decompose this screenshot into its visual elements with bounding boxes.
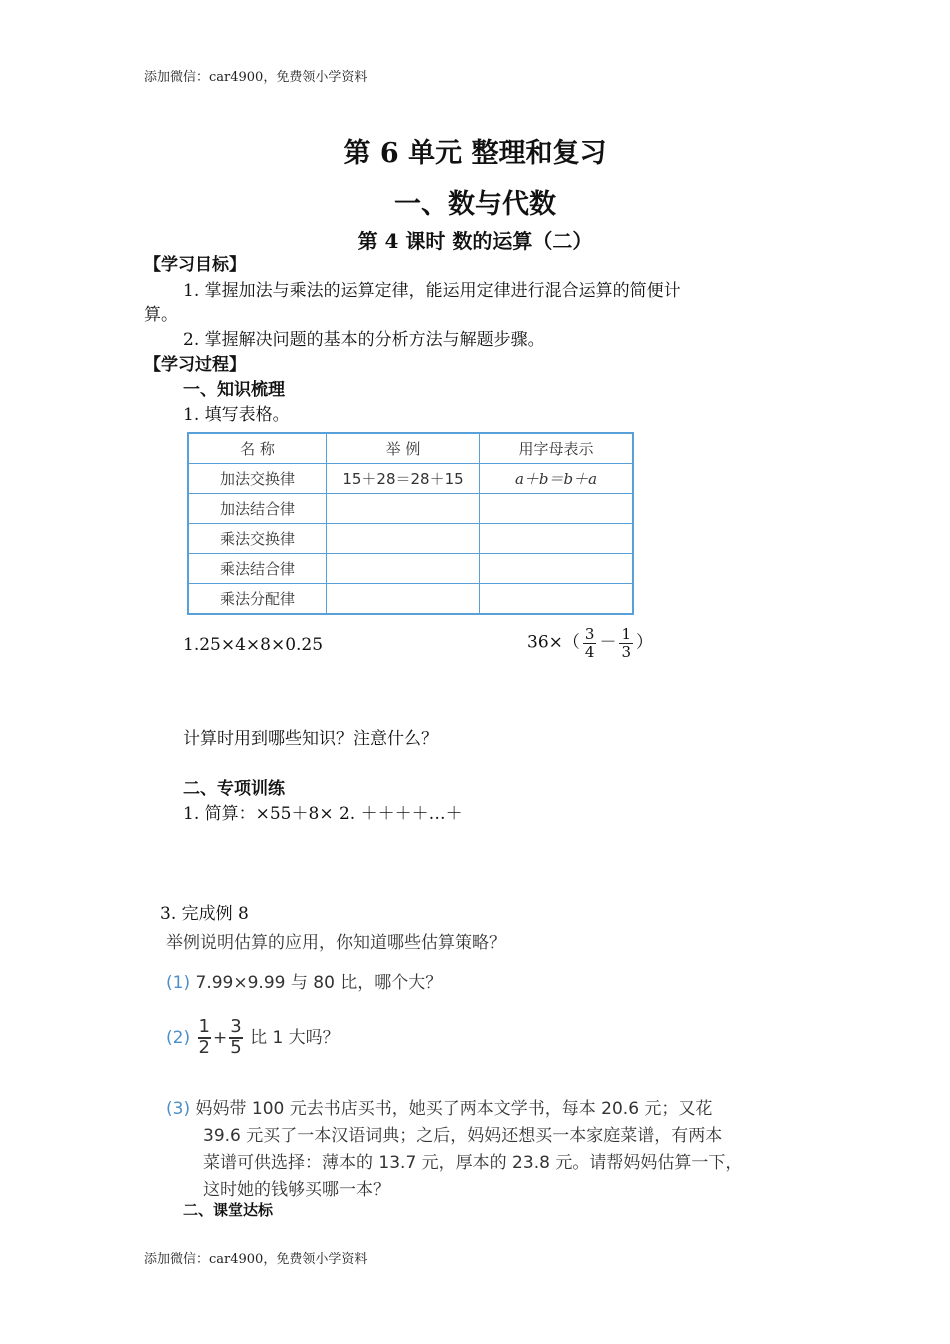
table-cell-name: 乘法交换律 — [188, 524, 327, 554]
laws-table — [187, 432, 634, 615]
expr2-suffix: ） — [635, 632, 653, 653]
goal-item-1-line-2: 算。 — [144, 305, 178, 325]
header-note: 添加微信：car4900，免费领小学资料 — [144, 70, 368, 85]
table-cell-formula[interactable] — [480, 524, 634, 554]
question-text: 比 1 大吗？ — [250, 1027, 340, 1048]
calc-expression-1: 1.25×4×8×0.25 — [183, 635, 324, 655]
fraction-denominator: 3 — [621, 642, 631, 661]
table-header-example: 举 例 — [327, 433, 480, 464]
question-label: (2) — [166, 1027, 191, 1048]
plus-sign: + — [212, 1027, 228, 1048]
fraction-numerator: 1 — [198, 1016, 210, 1037]
table-header-formula: 用字母表示 — [480, 433, 634, 464]
fraction-1-2 — [198, 1018, 211, 1058]
table-cell-formula[interactable] — [480, 584, 634, 615]
question-text-line-3: 菜谱可供选择：薄本的 13.7 元，厚本的 23.8 元。请帮妈妈估算一下， — [203, 1153, 743, 1173]
fraction-3-5 — [229, 1018, 242, 1058]
example8-prompt: 举例说明估算的应用，你知道哪些估算策略？ — [166, 933, 506, 953]
table-row — [188, 554, 633, 584]
fraction-3-4 — [583, 626, 597, 660]
footer-note: 添加微信：car4900，免费领小学资料 — [144, 1252, 368, 1267]
fraction-denominator: 5 — [230, 1036, 242, 1058]
example8-question-2 — [166, 1018, 340, 1058]
minus-sign: － — [599, 632, 617, 653]
knowledge-review-heading: 一、知识梳理 — [183, 380, 285, 400]
table-header-name: 名 称 — [188, 433, 327, 464]
lesson-title: 第 4 课时 数的运算（二） — [357, 229, 593, 253]
table-row — [188, 584, 633, 615]
question-text-line-1: 妈妈带 100 元去书店买书，她买了两本文学书，每本 20.6 元；又花 — [195, 1099, 713, 1119]
example8-question-3 — [166, 1094, 712, 1119]
question-text: 7.99×9.99 与 80 比，哪个大？ — [195, 973, 443, 993]
training-heading: 二、专项训练 — [183, 779, 285, 799]
fill-table-task: 1. 填写表格。 — [183, 405, 290, 425]
table-row — [188, 494, 633, 524]
unit-title: 第 6 单元 整理和复习 — [343, 138, 607, 169]
calc-question: 计算时用到哪些知识？注意什么？ — [183, 729, 438, 749]
class-target-heading: 二、课堂达标 — [183, 1201, 274, 1219]
table-cell-name: 加法结合律 — [188, 494, 327, 524]
fraction-numerator: 1 — [621, 625, 631, 643]
example8-question-1 — [166, 968, 442, 993]
goal-item-1-line-1: 1. 掌握加法与乘法的运算定律，能运用定律进行混合运算的简便计 — [183, 281, 681, 301]
fraction-denominator: 2 — [198, 1036, 210, 1058]
calc-expression-2 — [527, 626, 653, 660]
table-cell-example[interactable] — [327, 494, 480, 524]
table-cell-name: 乘法分配律 — [188, 584, 327, 615]
fraction-numerator: 3 — [584, 625, 595, 643]
table-cell-name: 乘法结合律 — [188, 554, 327, 584]
table-row — [188, 464, 633, 494]
table-cell-example: 15＋28＝28＋15 — [327, 464, 480, 494]
training-item-3: 3. 完成例 8 — [160, 904, 249, 924]
table-header-row — [188, 433, 633, 464]
table-row — [188, 524, 633, 554]
training-line-1: 1. 简算：×55＋8× 2. ＋＋＋＋…＋ — [183, 804, 463, 824]
table-cell-example[interactable] — [327, 554, 480, 584]
question-text-line-2: 39.6 元买了一本汉语词典；之后，妈妈还想买一本家庭菜谱，有两本 — [203, 1126, 723, 1146]
goals-heading: 【学习目标】 — [144, 255, 246, 275]
process-heading: 【学习过程】 — [144, 355, 246, 375]
fraction-1-3 — [619, 626, 633, 660]
question-text-line-4: 这时她的钱够买哪一本？ — [203, 1180, 390, 1200]
question-label: (3) — [166, 1099, 191, 1119]
fraction-numerator: 3 — [230, 1016, 242, 1037]
table-cell-formula: a＋b＝b＋a — [480, 464, 634, 494]
expr2-prefix: 36×（ — [527, 632, 580, 653]
question-label: (1) — [166, 973, 191, 993]
table-cell-example[interactable] — [327, 524, 480, 554]
section-title: 一、数与代数 — [394, 189, 556, 220]
table-cell-formula[interactable] — [480, 494, 634, 524]
goal-item-2: 2. 掌握解决问题的基本的分析方法与解题步骤。 — [183, 330, 545, 350]
fraction-denominator: 4 — [584, 642, 595, 661]
table-cell-name: 加法交换律 — [188, 464, 327, 494]
table-cell-example[interactable] — [327, 584, 480, 615]
table-cell-formula[interactable] — [480, 554, 634, 584]
